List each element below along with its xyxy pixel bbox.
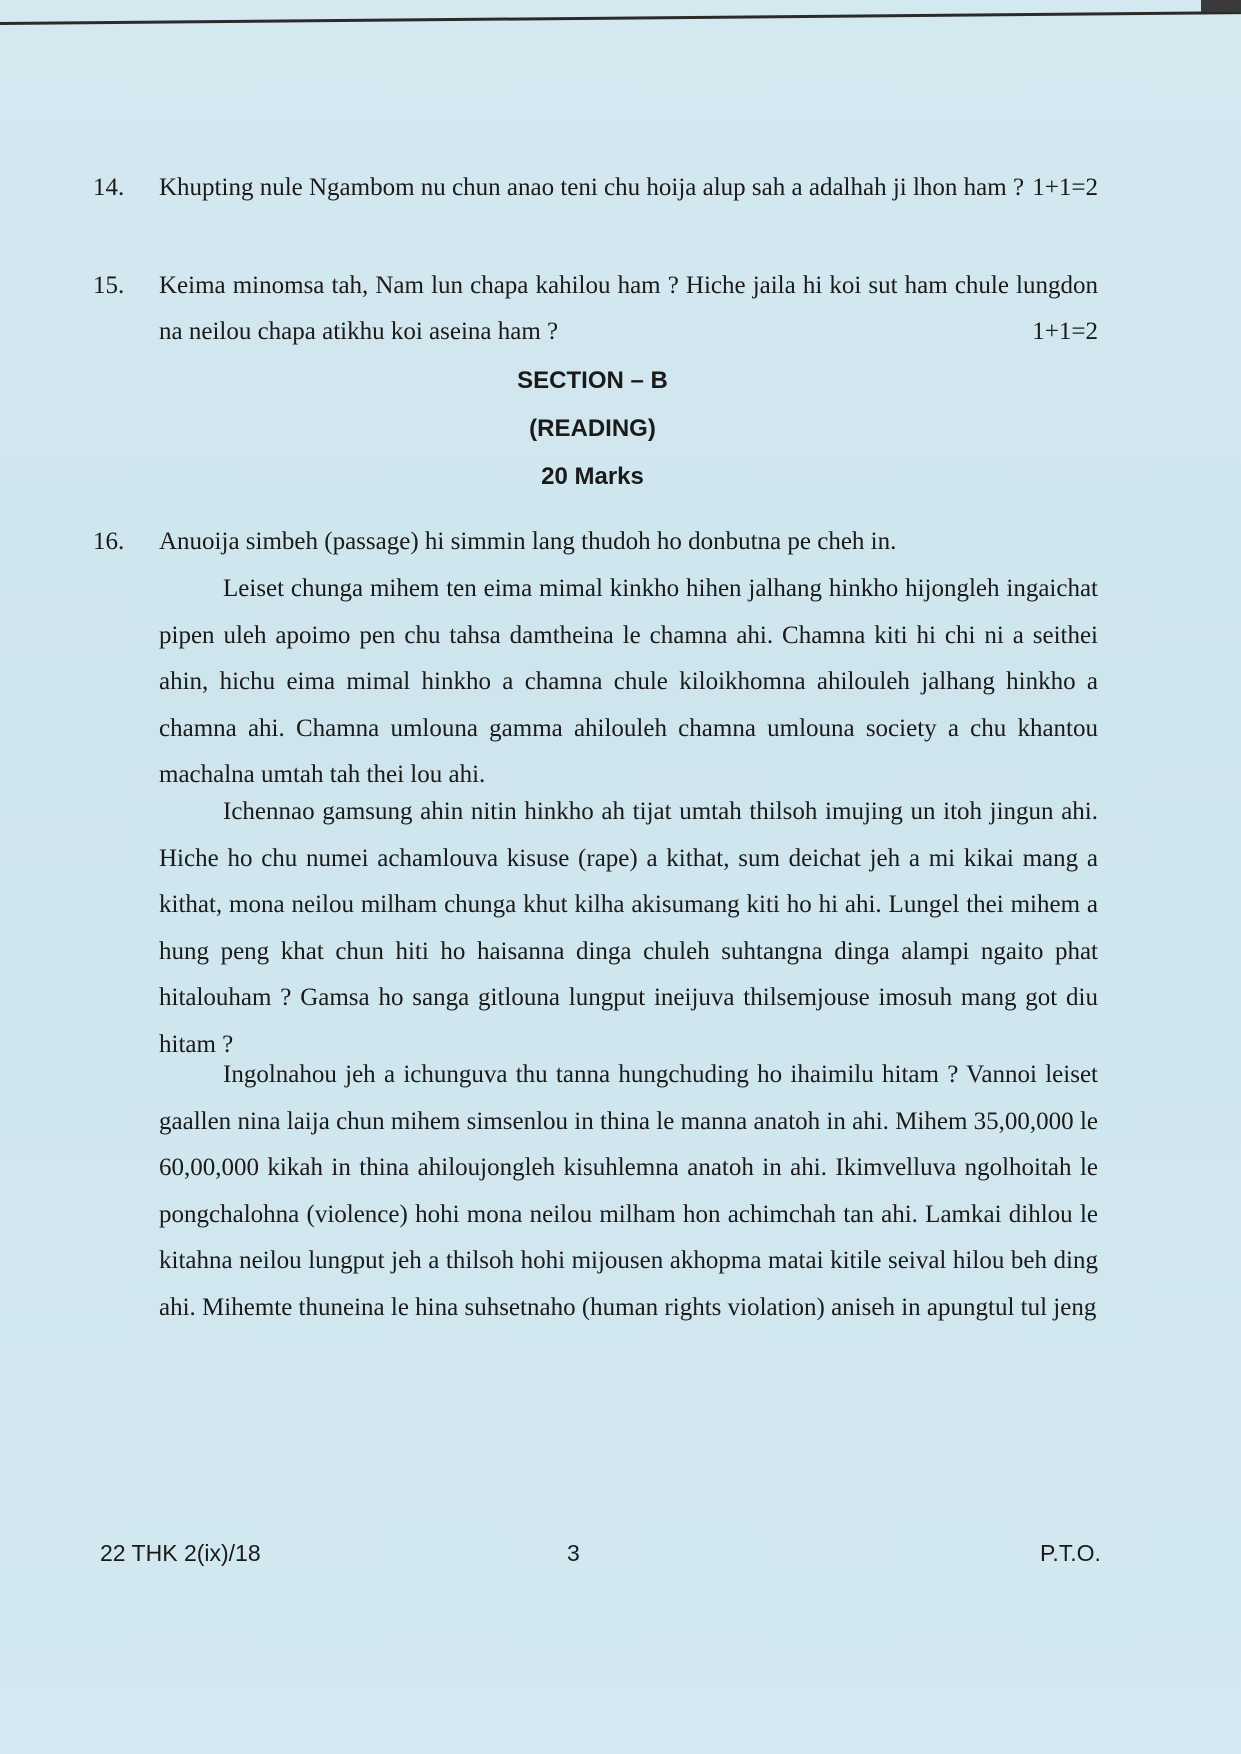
question-marks: 1+1=2 — [1032, 318, 1098, 345]
question-15 — [93, 263, 1098, 355]
paper-code: 22 THK 2(ix)/18 — [100, 1540, 261, 1566]
question-16 — [93, 519, 1098, 565]
question-number: 14. — [93, 174, 125, 201]
passage-paragraph-2: Ichennao gamsung ahin nitin hinkho ah tijat umtah thilsoh imujing un itoh jingun ahi. Hiche ho chu numei achamlouva kisuse (rape) a kithat, sum deichat jeh a mi kikai mang a kithat, mona neilou milham chunga khut kilha akisumang kiti ho hi ahi. Lungel thei mihem a hung peng khat chun hiti ho haisanna dinga chuleh suhtangna dinga alampi ngaito phat hitalouham ? Gamsa ho sanga gitlouna lungput ineijuva thilsemjouse imosuh mang got diu hitam ? — [159, 798, 1098, 1058]
question-text: Khupting nule Ngambom nu chun anao teni chu hoija alup sah a adalhah ji lhon ham ? — [159, 174, 1025, 201]
question-number: 15. — [93, 272, 125, 299]
passage-paragraph-3: Ingolnahou jeh a ichunguva thu tanna hungchuding ho ihaimilu hitam ? Vannoi leiset gaallen nina laija chun mihem simsenlou in thina le manna anatoh in ahi. Mihem 35,00,000 le 60,00,000 kikah in thina ahiloujongleh kisuhlemna anatoh in ahi. Ikimvelluva ngolhoitah le pongchalohna (violence) hohi mona neilou milham hon achimchah tan ahi. Lamkai dihlou le kitahna neilou lungput jeh a thilsoh hohi mijousen akhopma matai kitile seival hilou beh ding ahi. Mihemte thuneina le hina suhsetnaho (human rights violation) aniseh in apungtul tul jeng — [159, 1061, 1098, 1321]
passage-paragraph-1: Leiset chunga mihem ten eima mimal kinkho hihen jalhang hinkho hijongleh ingaichat pipen uleh apoimo pen chu tahsa damtheina le chamna ahi. Chamna kiti hi chi ni a seithei ahin, hichu eima mimal hinkho a chamna chule kiloikhomna ahilouleh jalhang hinkho a chamna ahi. Chamna umlouna gamma ahilouleh chamna umlouna society a chu khantou machalna umtah tah thei lou ahi. — [159, 575, 1098, 788]
question-text: Anuoija simbeh (passage) hi simmin lang thudoh ho donbutna pe cheh in. — [159, 528, 897, 555]
page-number: 3 — [567, 1540, 580, 1566]
pto-label: P.T.O. — [1040, 1540, 1101, 1566]
section-marks: 20 Marks — [541, 463, 644, 490]
top-corner-mark — [1201, 0, 1241, 12]
question-marks: 1+1=2 — [1032, 174, 1098, 201]
question-number: 16. — [93, 528, 125, 555]
section-title: SECTION – B — [517, 367, 668, 394]
question-text: Keima minomsa tah, Nam lun chapa kahilou ham ? Hiche jaila hi koi sut ham chule lungdon na neilou chapa atikhu koi aseina ham ? — [159, 272, 1098, 345]
section-subtitle: (READING) — [529, 415, 656, 442]
top-rule — [0, 11, 1241, 25]
question-14 — [93, 165, 1098, 211]
